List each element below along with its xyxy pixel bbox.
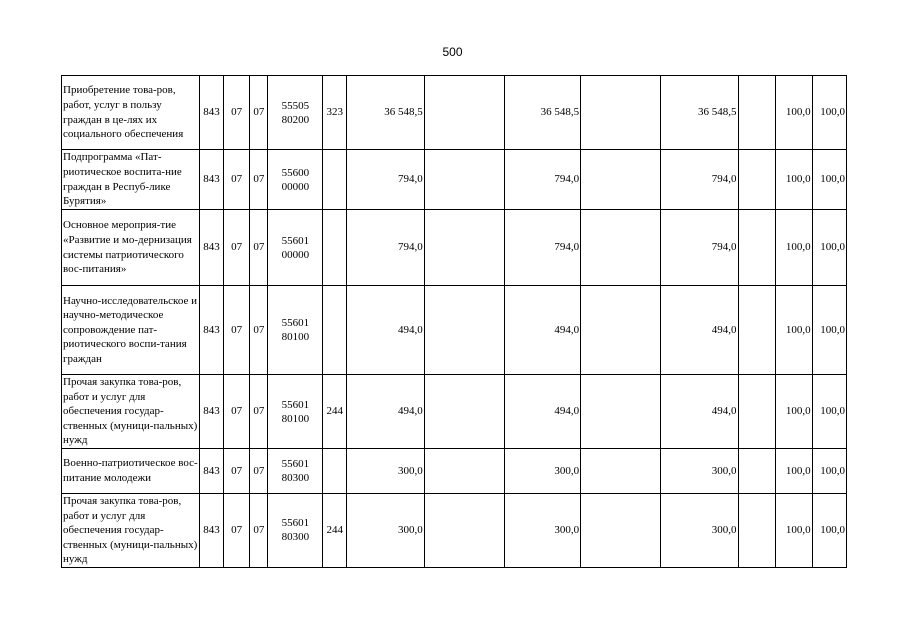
row-name-cell: Научно-исследовательское и научно-методическое сопровождение пат-риотического воспи-тания граждан — [62, 286, 200, 375]
expense-type-cell — [323, 449, 347, 494]
subsection-code-cell: 07 — [250, 494, 268, 568]
row-name-cell: Прочая закупка това-ров, работ и услуг для обеспечения государ-ственных (муници-пальных) нужд — [62, 494, 200, 568]
percent-plan-cell: 100,0 — [812, 286, 846, 375]
grbs-code-cell: 843 — [200, 449, 224, 494]
percent-plan-cell: 100,0 — [812, 210, 846, 286]
expense-type-cell: 323 — [323, 76, 347, 150]
target-article-line1: 55601 — [281, 234, 310, 247]
grbs-code-cell: 843 — [200, 150, 224, 210]
table-row — [62, 286, 847, 375]
empty-cell — [424, 210, 504, 286]
empty-cell — [738, 494, 776, 568]
target-article-cell — [268, 286, 323, 375]
target-article-line1: 55601 — [281, 458, 310, 470]
table-row — [62, 494, 847, 568]
empty-cell — [581, 494, 661, 568]
grbs-code-cell: 843 — [200, 375, 224, 449]
sum-executed-cell: 494,0 — [660, 286, 738, 375]
target-article-line2: 80300 — [281, 472, 310, 484]
expense-type-cell: 244 — [323, 375, 347, 449]
empty-cell — [738, 76, 776, 150]
percent-approved-cell: 100,0 — [776, 210, 813, 286]
empty-cell — [581, 375, 661, 449]
target-article-cell — [268, 150, 323, 210]
target-article-line2: 80300 — [281, 531, 310, 544]
empty-cell — [581, 449, 661, 494]
row-name-cell: Приобретение това-ров, работ, услуг в пользу граждан в це-лях их социального обеспечения — [62, 76, 200, 150]
section-code-cell: 07 — [224, 76, 250, 150]
target-article-cell — [268, 449, 323, 494]
table-row — [62, 210, 847, 286]
sum-plan-cell: 494,0 — [504, 375, 580, 449]
target-article-line2: 80100 — [281, 412, 310, 425]
subsection-code-cell: 07 — [250, 210, 268, 286]
row-name-cell: Военно-патриотическое вос-питание молодежи — [62, 449, 200, 494]
target-article-cell — [268, 210, 323, 286]
empty-cell — [424, 286, 504, 375]
empty-cell — [738, 150, 776, 210]
percent-approved-cell: 100,0 — [776, 449, 813, 494]
sum-executed-cell: 494,0 — [660, 375, 738, 449]
subsection-code-cell: 07 — [250, 449, 268, 494]
empty-cell — [424, 449, 504, 494]
section-code-cell: 07 — [224, 286, 250, 375]
grbs-code-cell: 843 — [200, 286, 224, 375]
sum-approved-cell: 794,0 — [347, 150, 425, 210]
section-code-cell: 07 — [224, 375, 250, 449]
sum-plan-cell: 794,0 — [504, 150, 580, 210]
target-article-line1: 55601 — [281, 517, 310, 530]
subsection-code-cell: 07 — [250, 286, 268, 375]
section-code-cell: 07 — [224, 150, 250, 210]
percent-plan-cell: 100,0 — [812, 449, 846, 494]
target-article-line2: 00000 — [281, 248, 310, 261]
expense-type-cell: 244 — [323, 494, 347, 568]
target-article-line1: 55505 — [281, 99, 310, 112]
budget-table — [61, 75, 847, 568]
subsection-code-cell: 07 — [250, 76, 268, 150]
target-article-line1: 55601 — [281, 398, 310, 411]
empty-cell — [424, 494, 504, 568]
sum-approved-cell: 36 548,5 — [347, 76, 425, 150]
empty-cell — [424, 150, 504, 210]
target-article-line1: 55600 — [281, 166, 310, 179]
percent-plan-cell: 100,0 — [812, 494, 846, 568]
sum-approved-cell: 300,0 — [347, 449, 425, 494]
sum-approved-cell: 794,0 — [347, 210, 425, 286]
sum-executed-cell: 36 548,5 — [660, 76, 738, 150]
page-number: 500 — [442, 45, 463, 59]
section-code-cell: 07 — [224, 449, 250, 494]
empty-cell — [581, 286, 661, 375]
table-body — [62, 76, 847, 568]
percent-approved-cell: 100,0 — [776, 375, 813, 449]
empty-cell — [581, 76, 661, 150]
subsection-code-cell: 07 — [250, 150, 268, 210]
target-article-cell — [268, 76, 323, 150]
expense-type-cell — [323, 150, 347, 210]
section-code-cell: 07 — [224, 210, 250, 286]
empty-cell — [738, 449, 776, 494]
empty-cell — [581, 150, 661, 210]
empty-cell — [581, 210, 661, 286]
table-row — [62, 76, 847, 150]
sum-executed-cell: 794,0 — [660, 150, 738, 210]
target-article-line1: 55601 — [281, 317, 310, 329]
percent-approved-cell: 100,0 — [776, 286, 813, 375]
empty-cell — [424, 375, 504, 449]
row-name-cell: Подпрограмма «Пат-риотическое воспита-ние граждан в Респуб-лике Бурятия» — [62, 150, 200, 210]
target-article-cell — [268, 375, 323, 449]
sum-plan-cell: 36 548,5 — [504, 76, 580, 150]
sum-plan-cell: 300,0 — [504, 449, 580, 494]
percent-plan-cell: 100,0 — [812, 150, 846, 210]
grbs-code-cell: 843 — [200, 210, 224, 286]
table-row — [62, 449, 847, 494]
sum-executed-cell: 300,0 — [660, 494, 738, 568]
sum-plan-cell: 494,0 — [504, 286, 580, 375]
table-row — [62, 375, 847, 449]
percent-plan-cell: 100,0 — [812, 375, 846, 449]
sum-approved-cell: 300,0 — [347, 494, 425, 568]
grbs-code-cell: 843 — [200, 494, 224, 568]
percent-approved-cell: 100,0 — [776, 494, 813, 568]
expense-type-cell — [323, 286, 347, 375]
sum-approved-cell: 494,0 — [347, 375, 425, 449]
sum-executed-cell: 300,0 — [660, 449, 738, 494]
percent-approved-cell: 100,0 — [776, 76, 813, 150]
empty-cell — [738, 286, 776, 375]
subsection-code-cell: 07 — [250, 375, 268, 449]
empty-cell — [424, 76, 504, 150]
target-article-line2: 80100 — [281, 331, 310, 343]
row-name-cell: Прочая закупка това-ров, работ и услуг для обеспечения государ-ственных (муници-пальных) нужд — [62, 375, 200, 449]
sum-plan-cell: 794,0 — [504, 210, 580, 286]
target-article-cell — [268, 494, 323, 568]
percent-approved-cell: 100,0 — [776, 150, 813, 210]
section-code-cell: 07 — [224, 494, 250, 568]
sum-plan-cell: 300,0 — [504, 494, 580, 568]
table-row — [62, 150, 847, 210]
sum-executed-cell: 794,0 — [660, 210, 738, 286]
expense-type-cell — [323, 210, 347, 286]
empty-cell — [738, 375, 776, 449]
row-name-cell: Основное мероприя-тие «Развитие и мо-дернизация системы патриотического вос-питания» — [62, 210, 200, 286]
grbs-code-cell: 843 — [200, 76, 224, 150]
empty-cell — [738, 210, 776, 286]
target-article-line2: 80200 — [281, 113, 310, 126]
percent-plan-cell: 100,0 — [812, 76, 846, 150]
sum-approved-cell: 494,0 — [347, 286, 425, 375]
target-article-line2: 00000 — [281, 180, 310, 193]
